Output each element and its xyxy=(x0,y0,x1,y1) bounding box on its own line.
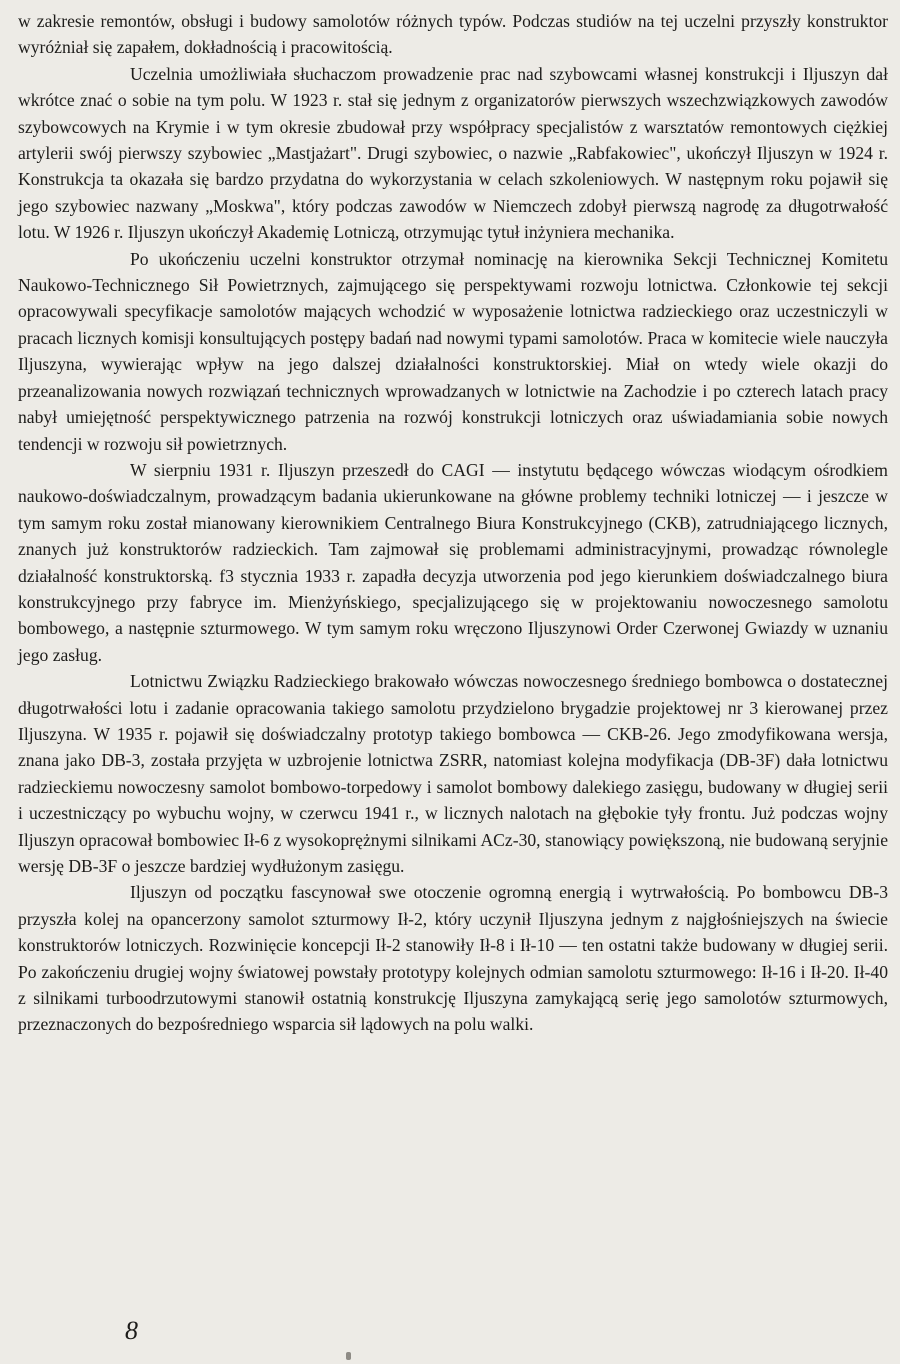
page-number: 8 xyxy=(125,1316,138,1345)
paragraph-1: w zakresie remontów, obsługi i budowy samolotów różnych typów. Podczas studiów na tej uczelni przyszły konstruktor wyróżniał się zapałem, dokładnością i pracowitością. xyxy=(18,11,888,58)
paragraph-6: Iljuszyn od początku fascynował swe otoczenie ogromną energią i wytrwałością. Po bombowcu DB-3 przyszła kolej na opancerzony samolot szturmowy Ił-2, który uczynił Iljuszyna jednym z najgłośniejszych na świecie konstruktorów lotniczych. Rozwinięcie koncepcji Ił-2 stanowiły Ił-8 i Ił-10 — ten ostatni także budowany w długiej serii. Po zakończeniu drugiej wojny światowej powstały prototypy kolejnych odmian samolotu szturmowego: Ił-16 i Ił-20. Ił-40 z silnikami turboodrzutowymi stanowił ostatnią konstrukcję Iljuszyna zamykającą serię jego samolotów szturmowych, przeznaczonych do bezpośredniego wsparcia sił lądowych na polu walki. xyxy=(18,882,888,1035)
paragraph-3: Po ukończeniu uczelni konstruktor otrzymał nominację na kierownika Sekcji Technicznej Komitetu Naukowo-Technicznego Sił Powietrznych, zajmującego się perspektywami rozwoju lotnictwa. Członkowie tej sekcji opracowywali specyfikacje samolotów mających wchodzić w wyposażenie lotnictwa radzieckiego oraz uczestniczyli w pracach licznych komisji konsultujących postępy badań nad nowymi typami samolotów. Praca w komitecie wiele nauczyła Iljuszyna, wywierając wpływ na jego dalszej działalności konstruktorskiej. Miał on wtedy wiele okazji do przeanalizowania nowych rozwiązań technicznych wprowadzanych w lotnictwie na Zachodzie i po czterech latach pracy nabył umiejętność perspektywicznego patrzenia na rozwój konstrukcji lotniczych oraz uświadamiania sobie nowych tendencji w rozwoju sił powietrznych. xyxy=(18,248,888,454)
scan-speck xyxy=(346,1352,351,1360)
paragraph-2: Uczelnia umożliwiała słuchaczom prowadzenie prac nad szybowcami własnej konstrukcji i Iljuszyn dał wkrótce znać o sobie na tym polu. W 1923 r. stał się jednym z organizatorów pierwszych wszechzwiązkowych zawodów szybowcowych na Krymie i w tym okresie zbudował przy współpracy specjalistów z warsztatów remontowych ciężkiej artylerii swój pierwszy szybowiec „Mastjażart". Drugi szybowiec, o nazwie „Rabfakowiec", ukończył Iljuszyn w 1924 r. Konstrukcja ta okazała się bardzo przydatna do wykorzystania w celach szkoleniowych. W następnym roku pojawił się jego szybowiec nazwany „Moskwa", który podczas zawodów w Niemczech zdobył pierwszą nagrodę za długotrwałość lotu. W 1926 r. Iljuszyn ukończył Akademię Lotniczą, otrzymując tytuł inżyniera mechanika. xyxy=(18,63,888,243)
body-text xyxy=(18,8,888,1038)
paragraph-4: W sierpniu 1931 r. Iljuszyn przeszedł do CAGI — instytutu będącego wówczas wiodącym ośrodkiem naukowo-doświadczalnym, prowadzącym badania ukierunkowane na główne problemy techniki lotniczej — i jeszcze w tym samym roku został mianowany kierownikiem Centralnego Biura Konstrukcyjnego (CKB), zatrudniającego licznych, znanych już konstruktorów radzieckich. Tam zajmował się problemami administracyjnymi, prowadząc równolegle działalność konstruktorską. f3 stycznia 1933 r. zapadła decyzja utworzenia pod jego kierunkiem doświadczalnego biura konstrukcyjnego przy fabryce im. Mienżyńskiego, specjalizującego się w projektowaniu nowoczesnego samolotu bombowego, a następnie szturmowego. W tym samym roku wręczono Iljuszynowi Order Czerwonej Gwiazdy w uznaniu jego zasług. xyxy=(18,459,888,665)
paragraph-5: Lotnictwu Związku Radzieckiego brakowało wówczas nowoczesnego średniego bombowca o dostatecznej długotrwałości lotu i zadanie opracowania takiego samolotu przydzielono brygadzie projektowej nr 3 kierowanej przez Iljuszyna. W 1935 r. pojawił się doświadczalny prototyp takiego bombowca — CKB-26. Jego zmodyfikowana wersja, znana jako DB-3, została przyjęta w uzbrojenie lotnictwa ZSRR, natomiast kolejna modyfikacja (DB-3F) dała lotnictwu radzieckiemu nowoczesny samolot bombowo-torpedowy i samolot bombowy dalekiego zasięgu, budowany w długiej serii i uczestniczący po wybuchu wojny, w czerwcu 1941 r., w licznych nalotach na głębokie tyły frontu. Już podczas wojny Iljuszyn opracował bombowiec Ił-6 z wysokoprężnymi silnikami ACz-30, stanowiący powiększoną, nie budowaną seryjnie wersję DB-3F o jeszcze bardziej wydłużonym zasięgu. xyxy=(18,671,888,876)
